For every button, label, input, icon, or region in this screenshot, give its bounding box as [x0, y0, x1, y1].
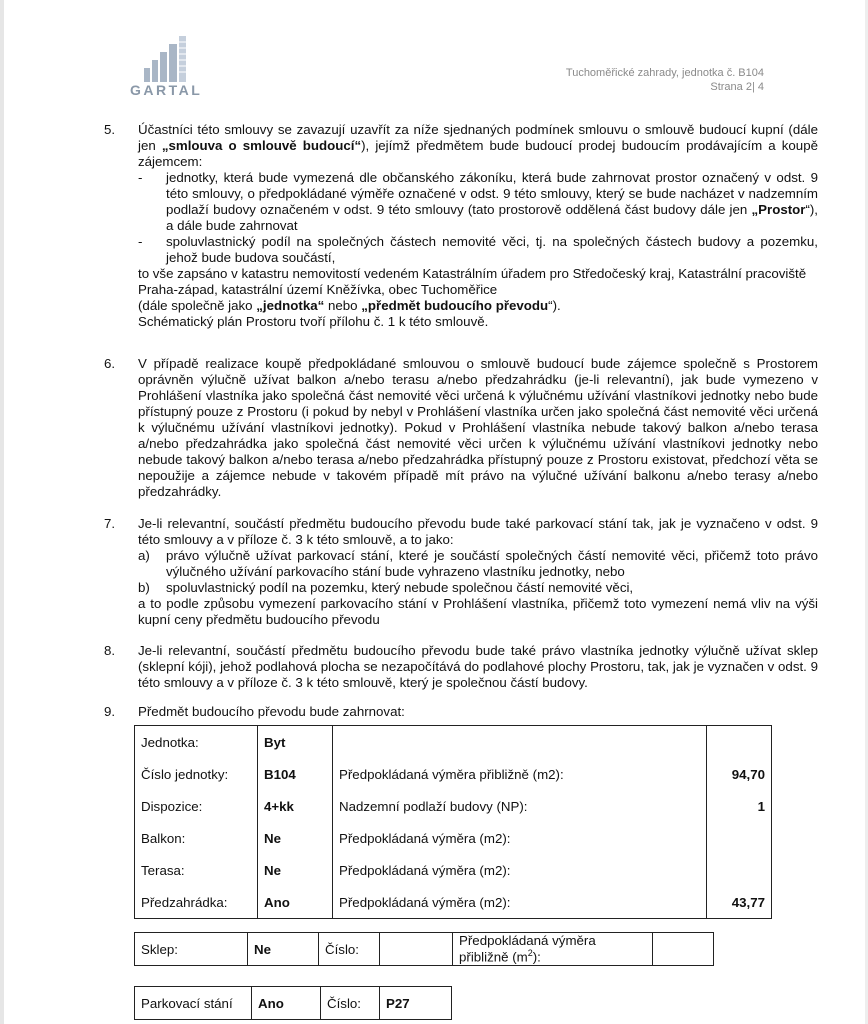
row-measure	[707, 822, 772, 854]
clause-5	[104, 122, 818, 330]
row-value: Ne	[258, 854, 333, 886]
doc-reference: Tuchoměřické zahrady, jednotka č. B104	[565, 67, 764, 79]
clause-7-option-b: b) spoluvlastnický podíl na pozemku, který nebude společnou částí nemovité věci,	[138, 580, 634, 595]
row-label: Číslo jednotky:	[135, 758, 258, 790]
table-row	[135, 822, 772, 854]
bullet-item: - jednotky, která bude vymezená dle občanského zákoníku, která bude zahrnovat prostor označený v odst. 9 této smlouvy, o předpokládané výměře označené v odst. 9 této smlouvy, který se bude nacházet v nadzemním podlaží budovy označeném v odst. 9 této smlouvy (tato prostorově oddělená část budovy dále jen „Prostor“), a dále bude zahrnovat	[138, 170, 818, 233]
row-description: Předpokládaná výměra (m2):	[333, 886, 707, 919]
clause-9-text: Předmět budoucího převodu bude zahrnovat:	[138, 704, 405, 719]
clause-5-intro: Účastníci této smlouvy se zavazují uzavřít za níže sjednaných podmínek smlouvu o smlouvě budoucí kupní (dále jen „smlouva o smlouvě budoucí“), jejímž předmětem bude budoucí prodej budoucím prodávajícím a koupě zájemcem:	[138, 122, 818, 169]
row-description	[333, 726, 707, 759]
row-description: Předpokládaná výměra (m2):	[333, 822, 707, 854]
clause-5-cadastre: to vše zapsáno v katastru nemovitostí vedeném Katastrálním úřadem pro Středočeský kraj, Katastrální pracoviště Praha-západ, katastrální území Kněžívka, obec Tuchoměřice	[138, 266, 807, 297]
row-measure: 43,77	[731, 894, 765, 910]
row-description: Předpokládaná výměra přibližně (m2):	[333, 758, 707, 790]
clause-7	[104, 516, 818, 628]
clause-8-text: Je-li relevantní, součástí předmětu budoucího převodu bude také právo vlastníka jednotky výlučně užívat sklep (sklepní kóji), jehož podlahová plocha se nezapočítává do podlahové plochy Prostoru, tak, jak je vyznačen v odst. 9 této smlouvy a v příloze č. 3 k této smlouvě, který je společnou částí budovy.	[138, 643, 818, 690]
parking-table	[134, 986, 452, 1020]
clause-number: 8.	[104, 643, 116, 658]
cellar-area-value	[653, 933, 714, 966]
clause-number: 7.	[104, 516, 116, 531]
clause-5-definition: (dále společně jako „jednotka“ nebo „předmět budoucího převodu“).	[138, 298, 561, 313]
clause-6	[104, 356, 818, 500]
parking-label: Parkovací stání	[135, 987, 252, 1020]
row-description: Předpokládaná výměra (m2):	[333, 854, 707, 886]
row-description: Nadzemní podlaží budovy (NP):	[333, 790, 707, 822]
table-row	[135, 726, 772, 759]
cellar-value: Ne	[248, 933, 319, 966]
row-label: Předzahrádka:	[135, 886, 258, 919]
clause-8	[104, 643, 818, 691]
table-row	[135, 790, 772, 822]
row-label: Jednotka:	[135, 726, 258, 759]
parking-number-value: P27	[380, 987, 452, 1020]
row-value: Byt	[258, 726, 333, 759]
bullet-item: - spoluvlastnický podíl na společných částech nemovité věci, tj. na společných částech budovy a pozemku, jehož bude budova součástí,	[138, 234, 818, 265]
cellar-table	[134, 932, 714, 966]
parking-number-label: Číslo:	[321, 987, 380, 1020]
table-row	[135, 854, 772, 886]
clause-6-text: V případě realizace koupě předpokládané smlouvou o smlouvě budoucí bude zájemce společně s Prostorem oprávněn výlučně užívat balkon a/nebo terasu a/nebo předzahrádku (je-li relevantní), jak bude vymezeno v Prohlášení vlastníka jako společná část nemovité věci určená k výlučnému užívání vlastníkovi jednotky nebo bude přístupný pouze z Prostoru (i pokud by nebyl v Prohlášení vlastníka určen jako společná část nemovité věci určená k výlučnému užívání vlastníkovi jednotky). Pokud v Prohlášení vlastníka nebude takový balkon a/nebo terasa a/nebo předzahrádka jako společná část nemovité věci určen k výlučnému užívání vlastníkovi jednotky nebo nebude takový balkon a/nebo terasa a/nebo předzahrádka přístupný pouze z Prostoru existovat, předchozí věta se nepoužije a zájemce nebude v takovém případě mít právo na výlučné užívání balkonu a/nebo terasy a/nebo předzahrádky.	[138, 356, 818, 499]
clause-7-option-a: a) právo výlučně užívat parkovací stání, které je součástí společných částí nemovité věci, přičemž toto právo výlučného užívání parkovacího stání bude vyhrazeno vlastníku jednotky, nebo	[138, 548, 818, 579]
row-measure	[707, 854, 772, 886]
parking-value: Ano	[252, 987, 321, 1020]
row-value: Ano	[258, 886, 333, 919]
clause-5-plan: Schématický plán Prostoru tvoří přílohu č. 1 k této smlouvě.	[138, 314, 489, 329]
row-value: 4+kk	[258, 790, 333, 822]
page-number: Strana 2| 4	[710, 81, 764, 93]
cellar-number-value	[380, 933, 453, 966]
document-header	[566, 66, 764, 94]
clause-9	[104, 704, 818, 720]
cellar-number-label: Číslo:	[319, 933, 380, 966]
row-measure: 94,70	[731, 766, 765, 782]
row-measure	[707, 726, 772, 759]
clause-7-tail: a to podle způsobu vymezení parkovacího stání v Prohlášení vlastníka, přičemž toto vymezení nemá vliv na výši kupní ceny předmětu budoucího převodu	[138, 596, 818, 627]
row-measure: 1	[757, 798, 765, 814]
clause-number: 6.	[104, 356, 116, 371]
clause-7-intro: Je-li relevantní, součástí předmětu budoucího převodu bude také parkovací stání tak, jak je vyznačeno v odst. 9 této smlouvy a v příloze č. 3 k této smlouvě, a to jako:	[138, 516, 818, 547]
row-label: Dispozice:	[135, 790, 258, 822]
row-label: Terasa:	[135, 854, 258, 886]
clause-number: 9.	[104, 704, 116, 719]
logo-text: GARTAL	[130, 82, 203, 98]
cellar-area-label: Předpokládaná výměra přibližně $(m^2)$:	[453, 933, 653, 966]
page-edge-left	[0, 0, 4, 1024]
table-row	[135, 758, 772, 790]
clause-number: 5.	[104, 122, 116, 137]
table-row	[135, 886, 772, 919]
row-value: B104	[258, 758, 333, 790]
row-label: Balkon:	[135, 822, 258, 854]
row-value: Ne	[258, 822, 333, 854]
cellar-label: Sklep:	[135, 933, 248, 966]
unit-table	[134, 725, 772, 919]
